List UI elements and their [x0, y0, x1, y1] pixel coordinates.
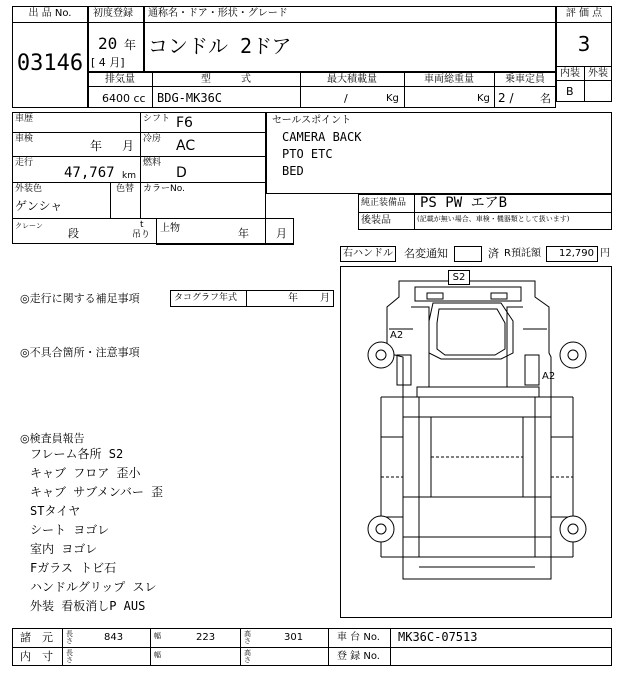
history-label: 車歴 — [15, 114, 34, 124]
mileage-label: 走行 — [15, 158, 34, 168]
capacity-label: 乗車定員 — [505, 74, 545, 85]
damage-mark-a2-left: A2 — [390, 330, 404, 341]
chassis-label: 車 台 No. — [337, 632, 380, 643]
crane-ton: t — [140, 220, 144, 230]
length-value: 843 — [104, 632, 124, 643]
tachograph-label: タコグラフ年式 — [174, 293, 238, 303]
color-no-label: カラーNo. — [143, 184, 185, 194]
inner-dimensions-label: 内 寸 — [20, 650, 53, 663]
inspector-line: Fガラス トビ石 — [30, 561, 117, 575]
tachograph-month: 月 — [320, 293, 330, 304]
truck-outline-drawing — [341, 267, 611, 617]
ac-value: AC — [176, 138, 196, 154]
capacity-value: 2 / — [498, 91, 514, 105]
reg-year-value: 20 — [98, 34, 118, 53]
inspector-line: 室内 ヨゴレ — [30, 542, 98, 556]
inspection-year: 年 — [90, 139, 103, 153]
reg-year-unit: 年 — [124, 38, 137, 52]
capacity-unit: 名 — [540, 92, 551, 105]
inspector-line: フレーム各所 S2 — [30, 447, 124, 461]
gross-weight-unit: Kg — [477, 93, 490, 104]
sales-points-label: セールスポイント — [272, 115, 352, 126]
max-load-value: / — [344, 92, 348, 105]
mileage-unit: km — [122, 171, 136, 181]
max-load-unit: Kg — [386, 93, 399, 104]
topmount-year: 年 — [238, 227, 249, 240]
displacement-value: 6400 cc — [102, 92, 146, 105]
max-load-label: 最大積載量 — [327, 74, 377, 85]
inspector-line: キャブ フロア 歪小 — [30, 466, 141, 480]
r-deposit-value: 12,790 — [559, 248, 594, 259]
crane-lift: 吊り — [132, 230, 151, 240]
lot-number-value: 03146 — [16, 51, 84, 76]
reg-month-value: [ 4 月] — [91, 56, 125, 69]
mileage-value: 47,767 — [64, 165, 115, 181]
inner-height-label: 高さ — [244, 649, 251, 664]
aftermarket-note: (記載が無い場合、車検・機器類として扱います) — [417, 215, 570, 223]
reg-date-label: 初度登録 — [93, 8, 133, 19]
crane-stage: 段 — [68, 227, 79, 240]
color-change-label: 色替 — [116, 184, 135, 194]
shift-value: F6 — [176, 115, 193, 131]
displacement-label: 排気量 — [105, 74, 135, 85]
ext-color-label: 外装色 — [15, 184, 43, 194]
chassis-value: MK36C-07513 — [398, 630, 478, 644]
inspector-line: ハンドルグリップ スレ — [30, 580, 157, 594]
dimensions-label: 諸 元 — [20, 631, 53, 644]
sales-point-line: CAMERA BACK — [282, 130, 362, 144]
model-value: BDG-MK36C — [157, 91, 223, 105]
inspection-month: 月 — [122, 139, 135, 153]
settled-label: 済 — [488, 247, 499, 260]
fuel-label: 燃料 — [143, 158, 162, 168]
gross-weight-label: 車両総重量 — [424, 74, 474, 85]
topmount-label: 上物 — [160, 223, 180, 234]
score-label: 評 価 点 — [565, 8, 603, 19]
width-label: 幅 — [154, 632, 161, 640]
rhd-label: 右ハンドル — [343, 248, 393, 259]
name-change-box — [454, 246, 482, 262]
reg-number-label: 登 録 No. — [337, 651, 380, 662]
name-change-label: 名変通知 — [404, 247, 448, 260]
genuine-equipment-value: PS PW エアB — [420, 195, 508, 211]
r-deposit-label: R預託額 — [504, 248, 541, 259]
vehicle-name-value: コンドル 2ドア — [148, 34, 292, 58]
aftermarket-label: 後装品 — [361, 215, 391, 226]
damage-mark-a2-right: A2 — [542, 371, 556, 382]
model-label: 型 式 — [201, 74, 251, 85]
interior-grade-value: B — [566, 85, 574, 98]
inspector-line: シート ヨゴレ — [30, 523, 110, 537]
ext-color-value: ゲンシャ — [15, 199, 63, 213]
lot-number-label: 出 品 No. — [28, 8, 72, 19]
inspection-label: 車検 — [15, 134, 34, 144]
damage-mark-s2: S2 — [452, 272, 466, 283]
vehicle-diagram — [340, 266, 612, 618]
inspector-line: キャブ サブメンバー 歪 — [30, 485, 164, 499]
inner-width-label: 幅 — [154, 651, 161, 659]
score-value: 3 — [577, 32, 591, 56]
genuine-equipment-label: 純正装備品 — [361, 198, 407, 208]
inner-length-label: 長さ — [66, 649, 73, 664]
exterior-grade-label: 外装 — [588, 68, 608, 79]
ac-label: 冷房 — [143, 134, 162, 144]
interior-grade-label: 内装 — [560, 68, 580, 79]
tachograph-year: 年 — [288, 293, 298, 304]
shift-label: シフト — [143, 114, 171, 124]
fuel-value: D — [176, 165, 187, 181]
length-label: 長さ — [66, 630, 73, 645]
inspector-line: 外装 看板消しP AUS — [30, 599, 146, 613]
crane-label: クレーン — [15, 222, 43, 230]
driving-notes-label: ◎走行に関する補足事項 — [20, 292, 140, 305]
height-label: 高さ — [244, 630, 251, 645]
inspector-report-label: ◎検査員報告 — [20, 432, 85, 445]
width-value: 223 — [196, 632, 216, 643]
topmount-month: 月 — [276, 227, 287, 240]
r-deposit-unit: 円 — [600, 248, 610, 259]
height-value: 301 — [284, 632, 304, 643]
inspector-line: STタイヤ — [30, 504, 81, 518]
sales-point-line: BED — [282, 164, 304, 178]
vehicle-name-label: 通称名・ドア・形状・グレード — [148, 8, 288, 19]
defect-notes-label: ◎不具合箇所・注意事項 — [20, 346, 140, 359]
sales-point-line: PTO ETC — [282, 147, 333, 161]
